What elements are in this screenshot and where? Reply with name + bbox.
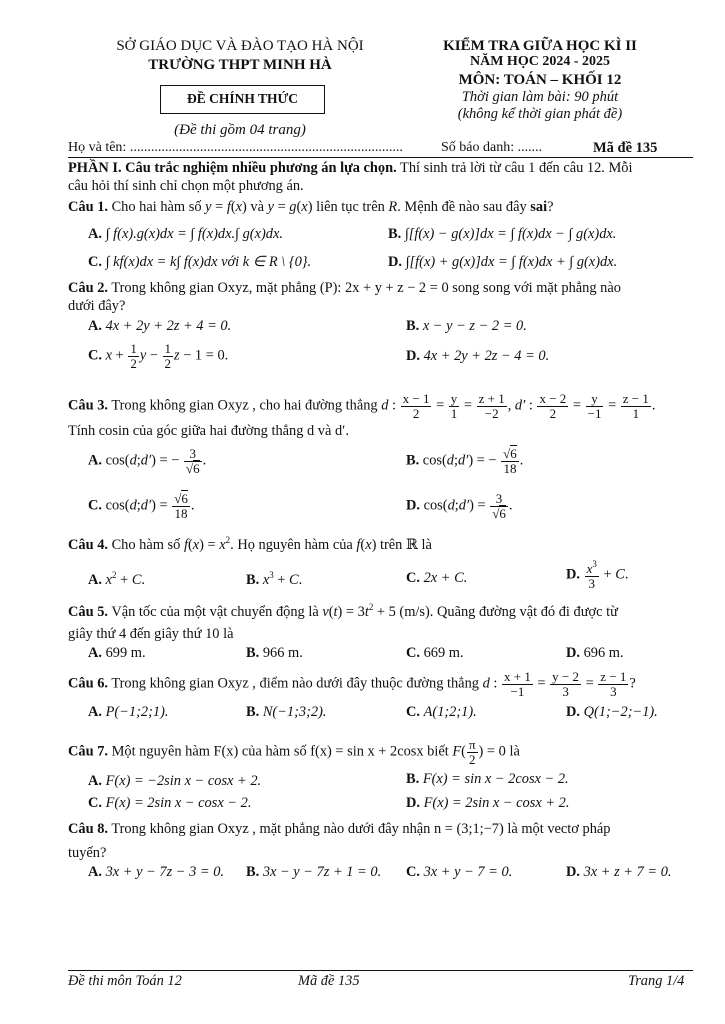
candidate-number-field: Số báo danh: ....... — [441, 140, 543, 155]
q3-option-d[interactable]: D. cos(d;d′) = $\frac{3}{√6}$ . — [406, 491, 513, 521]
part1-desc: câu hỏi thí sinh chỉ chọn một phương án. — [68, 178, 304, 194]
q6-option-d[interactable]: D. Q(1;−2;−1). — [566, 704, 658, 720]
question-5: Câu 5. Vận tốc của một vật chuyển động là $v(t) = 3t^2 + 5$ (m/s). Quãng đường vật đó đi được từ — [68, 602, 618, 620]
q5-option-a[interactable]: A. 699 m. — [88, 645, 146, 661]
footer-divider — [68, 970, 693, 971]
q1-option-b[interactable]: B. ∫[f(x) − g(x)]dx = ∫ f(x)dx − ∫ g(x)dx. — [388, 226, 617, 242]
question-7: Câu 7. Một nguyên hàm F(x) của hàm số f(x) = sin x + 2cosx biết F( $\frac{\pi}{2}$ ) = 0 là — [68, 737, 520, 767]
footer-page: Trang 1/4 — [628, 973, 685, 989]
q5-option-b[interactable]: B. 966 m. — [246, 645, 303, 661]
q7-option-a[interactable]: A. F(x) = −2sin x − cosx + 2. — [88, 773, 262, 789]
q1-option-c[interactable]: C. ∫ kf(x)dx = k∫ f(x)dx với k ∈ R \ {0}. — [88, 254, 312, 270]
q4-option-d[interactable]: D. $\frac{x^3}{3}$ + C. — [566, 559, 629, 591]
part1-heading: PHẦN I. Câu trắc nghiệm nhiều phương án lựa chọn. Thí sinh trả lời từ câu 1 đến câu 12. Mỗi — [68, 160, 633, 176]
question-5-cont: giây thứ 4 đến giây thứ 10 là — [68, 626, 234, 642]
q6-option-c[interactable]: C. A(1;2;1). — [406, 704, 477, 720]
question-8-cont: tuyến? — [68, 845, 107, 861]
school-name: TRƯỜNG THPT MINH HÀ — [148, 57, 332, 73]
page-count: (Đề thi gồm 04 trang) — [174, 122, 306, 138]
q8-option-c[interactable]: C. 3x + y − 7 = 0. — [406, 864, 513, 880]
q2-option-c[interactable]: C. x + $\frac{1}{2}$ y − $\frac{1}{2}$ z − 1 = 0. — [88, 341, 229, 371]
q7-option-d[interactable]: D. F(x) = 2sin x − cosx + 2. — [406, 795, 570, 811]
question-3-cont: Tính cosin của góc giữa hai đường thẳng d và d′. — [68, 423, 349, 439]
q8-option-d[interactable]: D. 3x + z + 7 = 0. — [566, 864, 672, 880]
q8-option-b[interactable]: B. 3x − y − 7z + 1 = 0. — [246, 864, 382, 880]
question-2-cont: dưới đây? — [68, 298, 126, 314]
q3-option-b[interactable]: B. cos(d;d′) = − $\frac{√6}{18}$ . — [406, 446, 524, 476]
q3-option-c[interactable]: C. cos(d;d′) = $\frac{√6}{18}$ . — [88, 491, 195, 521]
q3-option-a[interactable]: A. cos(d;d′) = − $\frac{3}{√6}$ . — [88, 446, 207, 476]
q2-option-a[interactable]: A. 4x + 2y + 2z + 4 = 0. — [88, 318, 232, 334]
footer-code: Mã đề 135 — [298, 973, 360, 989]
q6-option-a[interactable]: A. P(−1;2;1). — [88, 704, 169, 720]
question-4: Câu 4. Cho hàm số $f(x) = x^2$. Họ nguyên hàm của f(x) trên ℝ là — [68, 535, 432, 553]
question-8: Câu 8. Trong không gian Oxyz , mặt phẳng nào dưới đây nhận n = (3;1;−7) là một vectơ pháp — [68, 821, 611, 837]
header-divider — [68, 157, 693, 158]
official-label: ĐỀ CHÍNH THỨC — [186, 91, 298, 106]
question-6: Câu 6. Trong không gian Oxyz , điểm nào dưới đây thuộc đường thẳng d : $\frac{x + 1}{-1}$ = $\frac{y - 2}{3}$ = $\frac{z - 1}{3}$ ? — [68, 669, 636, 699]
q1-option-d[interactable]: D. ∫[f(x) + g(x)]dx = ∫ f(x)dx + ∫ g(x)dx. — [388, 254, 618, 270]
q5-option-d[interactable]: D. 696 m. — [566, 645, 624, 661]
department-name: SỞ GIÁO DỤC VÀ ĐÀO TẠO HÀ NỘI — [116, 38, 364, 54]
q4-option-c[interactable]: C. 2x + C. — [406, 570, 468, 586]
q7-option-b[interactable]: B. F(x) = sin x − 2cosx − 2. — [406, 771, 569, 787]
question-3: Câu 3. Trong không gian Oxyz , cho hai đường thẳng d : $\frac{x - 1}{2}$ = $\frac{y}{1}$ = $\frac{z + 1}{-2}$ , d′ : $\frac{x - 2}{2}$ = $\frac{y}{-1}$ = $\frac{z - 1}{1}$ . — [68, 391, 656, 421]
footer-subject: Đề thi môn Toán 12 — [68, 973, 182, 989]
exam-code: Mã đề 135 — [593, 140, 658, 156]
q7-option-c[interactable]: C. F(x) = 2sin x − cosx − 2. — [88, 795, 252, 811]
subject: MÔN: TOÁN – KHỐI 12 — [458, 72, 622, 88]
time-note: (không kể thời gian phát đề) — [457, 106, 623, 122]
candidate-name-field: Họ và tên: .............................................................................. — [68, 140, 403, 155]
school-year: NĂM HỌC 2024 - 2025 — [470, 54, 610, 69]
q2-option-d[interactable]: D. 4x + 2y + 2z − 4 = 0. — [406, 348, 550, 364]
q2-option-b[interactable]: B. x − y − z − 2 = 0. — [406, 318, 527, 334]
q8-option-a[interactable]: A. 3x + y − 7z − 3 = 0. — [88, 864, 224, 880]
q5-option-c[interactable]: C. 669 m. — [406, 645, 464, 661]
question-2: Câu 2. Trong không gian Oxyz, mặt phẳng (P): 2x + y + z − 2 = 0 song song với mặt phẳng nào — [68, 280, 621, 296]
q4-option-a[interactable]: A. $x^2 + C$. — [88, 570, 146, 588]
exam-title: KIỂM TRA GIỮA HỌC KÌ II — [443, 38, 637, 54]
q6-option-b[interactable]: B. N(−1;3;2). — [246, 704, 327, 720]
q1-option-a[interactable]: A. ∫ f(x).g(x)dx = ∫ f(x)dx.∫ g(x)dx. — [88, 226, 283, 242]
q4-option-b[interactable]: B. $x^3 + C$. — [246, 570, 303, 588]
exam-time: Thời gian làm bài: 90 phút — [461, 89, 619, 105]
question-1: Câu 1. Cho hai hàm số y = f(x) và y = g(x) liên tục trên R. Mệnh đề nào sau đây sai? — [68, 199, 554, 215]
